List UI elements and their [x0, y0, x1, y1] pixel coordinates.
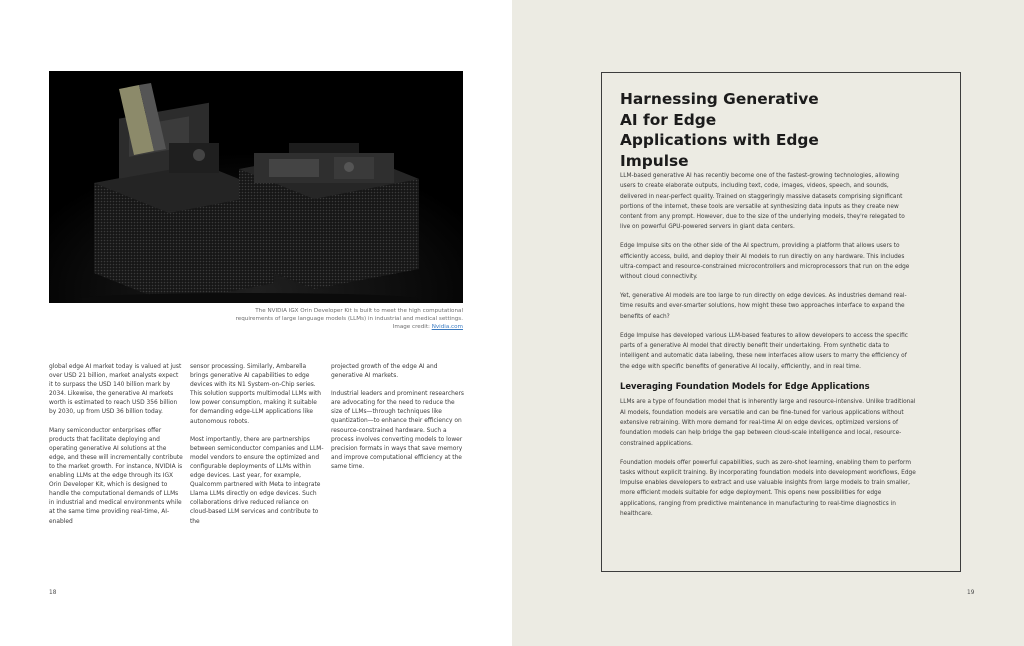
body-column-1 [49, 363, 183, 536]
igx-orin-dev-kit-photo [49, 71, 463, 303]
paragraph: projected growth of the edge AI and generative AI markets. [331, 364, 438, 380]
box-title: Harnessing Generative AI for Edge Applications with Edge Impulse [620, 90, 819, 170]
paragraph: Most importantly, there are partnerships between semiconductor companies and LLM-model vendors to ensure the optimized and configurable deployments of LLMs within edge devices. Last year, for example, Qualcomm partnered with Meta to integrate Llama LLMs directly on edge devices. Such collaborations drive reduced reliance on cloud-based LLM services and contribute to the [190, 436, 324, 525]
paragraph: Many semiconductor enterprises offer products that facilitate deploying and operating generative AI solutions at the edge, and these will incrementally contribute to the market growth. For instance, NVIDIA is enabling LLMs at the edge through its IGX Orin Developer Kit, which is designed to handle the computational demands of LLMs in industrial and medical environments while at the same time providing real-time, AI-enabled [49, 427, 183, 525]
page-number-left: 18 [49, 590, 57, 596]
credit-label: Image credit: [392, 324, 432, 330]
hardware-illustration [49, 71, 463, 303]
dev-kit-right [239, 143, 419, 289]
paragraph: LLMs are a type of foundation model that is inherently large and resource-intensive. Unlike traditional AI models, foundation models are versatile and can be fine-tuned for various applications without extensive retraining. With more demand for real-time AI on edge devices, optimized versions of foundation models can help bridge the gap between cloud-scale intelligence and local, resource-constrained applications. [620, 399, 916, 447]
caption-credit [190, 323, 463, 331]
box-subheading: Leveraging Foundation Models for Edge Applications [620, 381, 870, 392]
paragraph: Industrial leaders and prominent researchers are advocating for the need to reduce the size of LLMs—through techniques like quantization—to enhance their efficiency on resource-constrained hardware. Such a process involves converting models to lower precision formats in ways that save memory and improve computational efficiency at the same time. [331, 391, 464, 470]
paragraph: Edge Impulse sits on the other side of the AI spectrum, providing a platform that allows users to efficiently access, build, and deploy their AI models to run directly on any hardware. This includes ultra-compact and resource-constrained microcontrollers and microprocessors that run on the edge without cloud connectivity. [620, 243, 910, 281]
photo-caption [190, 307, 463, 331]
paragraph: sensor processing. Similarly, Ambarella brings generative AI capabilities to edge devices with its N1 System-on-Chip series. This solution supports multimodal LLMs with low power consumption, making it suitable for demanding edge-LLM applications like autonomous robots. [190, 364, 322, 425]
paragraph: Yet, generative AI models are too large to run directly on edge devices. As industries demand real-time results and ever-smarter solutions, how might these two approaches interface to expand the benefits of each? [620, 293, 907, 320]
paragraph: Foundation models offer powerful capabilities, such as zero-shot learning, enabling them to perform tasks without explicit training. By incorporating foundation models into development workflows, Edge Impulse enables developers to extract and use valuable insights from large models to train smaller, more efficient models suitable for edge deployment. This opens new possibilities for edge applications, ranging from predictive maintenance in manufacturing to real-time diagnostics in healthcare. [620, 459, 916, 517]
paragraph: global edge AI market today is valued at just over USD 21 billion, market analysts expect it to surpass the USD 140 billion mark by 2034. Likewise, the generative AI markets worth is estimated to reach USD 356 billion by 2030, up from USD 36 billion today. [49, 364, 182, 416]
box-body [620, 171, 916, 528]
paragraph: LLM-based generative AI has recently become one of the fastest-growing technologies, allowing users to create elaborate outputs, including text, code, images, videos, speech, and sounds, delivered in near-perfect quality. Trained on staggeringly massive datasets comprising significant portions of the internet, these tools are versatile at synthesizing data inputs as they create new content from any prompt. However, due to the size of the underlying models, they're relegated to live on powerful GPU-powered servers in giant data centers. [620, 173, 905, 231]
sidebar-box [601, 72, 961, 572]
body-column-3 [331, 363, 465, 481]
caption-line-2: requirements of large language models (LLMs) in industrial and medical settings. [235, 316, 463, 322]
credit-link[interactable]: Nvidia.com [431, 324, 463, 330]
right-page [512, 0, 1024, 646]
paragraph: Edge Impulse has developed various LLM-based features to allow developers to access the specific parts of a generative AI model that directly benefit their undertaking. From synthetic data to intelligent and automatic data labeling, these new interfaces allow users to marry the efficiency of the edge with specific benefits of generative AI locally, efficiently, and in real time. [620, 332, 908, 370]
page-number-right: 19 [967, 590, 975, 596]
body-column-2 [190, 363, 324, 536]
caption-line-1: The NVIDIA IGX Orin Developer Kit is built to meet the high computational [255, 308, 463, 314]
